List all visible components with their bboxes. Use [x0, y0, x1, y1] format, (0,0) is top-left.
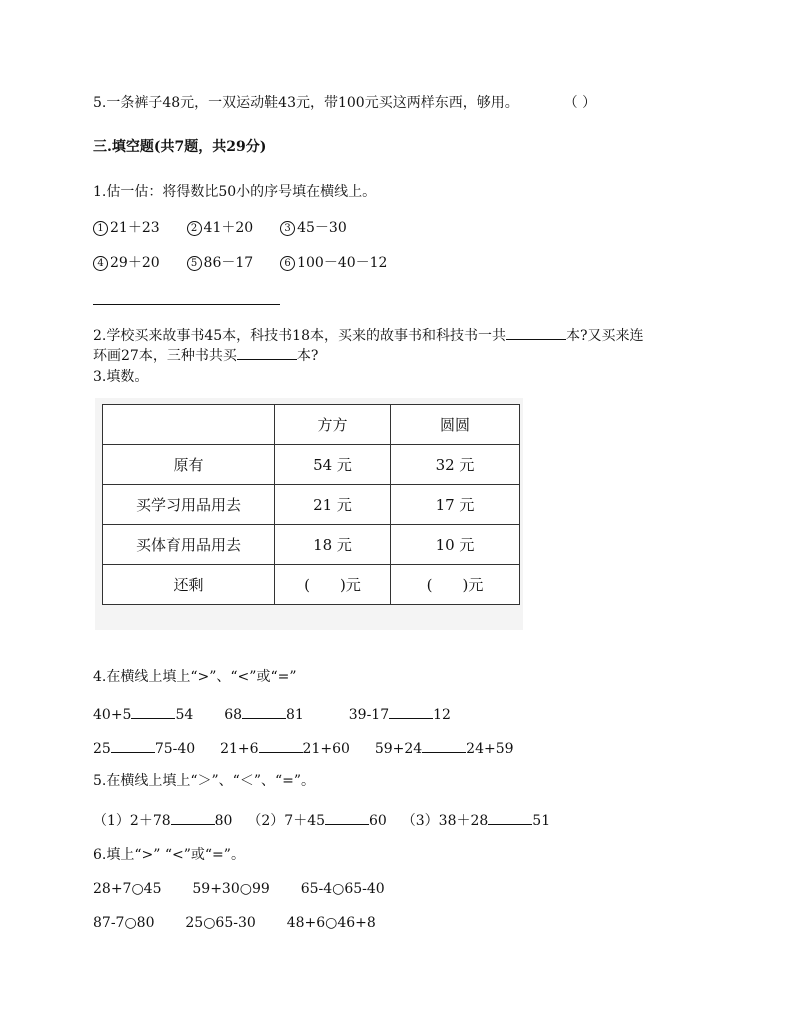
question-1-prompt: 1.估一估：将得数比50小的序号填在横线上。 — [93, 184, 377, 200]
question-2-text-d: 本? — [296, 348, 319, 364]
question-5-top — [93, 94, 596, 112]
expression: （1）2＋78 — [93, 813, 171, 829]
item-number-1: 1 — [93, 221, 108, 236]
comparison-item[interactable]: 25○65-30 — [185, 915, 256, 931]
expression: （3）38＋28 — [401, 813, 489, 829]
expression: 25 — [93, 741, 111, 757]
answer-blank[interactable] — [422, 738, 466, 753]
question-6-prompt: 6.填上“>” “<”或“=”。 — [93, 847, 245, 863]
question-2-text-a: 2.学校买来故事书45本，科技书18本，买来的故事书和科技书一共 — [93, 328, 506, 344]
answer-blank[interactable] — [259, 738, 303, 753]
question-1-row-1 — [93, 219, 347, 237]
question-6-row-2 — [93, 914, 376, 932]
answer-blank[interactable] — [242, 704, 286, 719]
answer-cell[interactable]: ( )元 — [275, 565, 391, 605]
row-label: 买体育用品用去 — [103, 525, 275, 565]
question-2-text-c: 环画27本，三种书共买 — [93, 348, 237, 364]
question-4-prompt: 4.在横线上填上“>”、“<”或“=” — [93, 669, 297, 685]
comparison-item[interactable]: 59+30○99 — [192, 881, 270, 897]
answer-blank[interactable] — [325, 810, 369, 825]
answer-blank[interactable] — [171, 810, 215, 825]
question-5-row — [93, 810, 550, 830]
expression: 21+6 — [220, 741, 259, 757]
question-6-row-1 — [93, 880, 385, 898]
question-1-row-2 — [93, 254, 387, 272]
expression: 60 — [369, 813, 387, 829]
question-2-line-1 — [93, 325, 644, 345]
expression: 86－17 — [203, 255, 254, 271]
answer-blank[interactable] — [488, 810, 532, 825]
expression: 75-40 — [154, 741, 196, 757]
expression: 100－40－12 — [297, 255, 388, 271]
comparison-item[interactable]: 87-7○80 — [93, 915, 155, 931]
table-row — [103, 565, 520, 605]
comparison-item[interactable]: 48+6○46+8 — [286, 915, 376, 931]
table-cell: 10 元 — [391, 525, 520, 565]
item-number-3: 3 — [280, 221, 295, 236]
comparison-item[interactable]: 28+7○45 — [93, 881, 162, 897]
table-cell: 54 元 — [275, 445, 391, 485]
question-5-prompt: 5.在横线上填上“＞”、“＜”、“=”。 — [93, 773, 316, 789]
answer-blank[interactable] — [111, 738, 155, 753]
table-cell: 21 元 — [275, 485, 391, 525]
item-number-2: 2 — [187, 221, 202, 236]
expression: 41＋20 — [203, 220, 254, 236]
answer-blank[interactable] — [389, 704, 433, 719]
expression: 21＋23 — [110, 220, 160, 236]
table-header-cell: 圆圆 — [391, 405, 520, 445]
table-row — [103, 525, 520, 565]
answer-line[interactable] — [93, 304, 280, 305]
answer-blank[interactable] — [237, 345, 297, 360]
expression: 24+59 — [466, 741, 514, 757]
expression: 68 — [224, 707, 243, 723]
comparison-item[interactable]: 65-4○65-40 — [300, 881, 385, 897]
item-number-4: 4 — [93, 256, 108, 271]
row-label: 还剩 — [103, 565, 275, 605]
question-2-line-2 — [93, 345, 318, 365]
expression: 29＋20 — [110, 255, 160, 271]
question-3-prompt: 3.填数。 — [93, 369, 149, 385]
row-label: 买学习用品用去 — [103, 485, 275, 525]
table-row — [103, 445, 520, 485]
row-label: 原有 — [103, 445, 275, 485]
question-4-row-2 — [93, 738, 514, 758]
answer-blank[interactable] — [506, 325, 566, 340]
expression: 81 — [286, 707, 304, 723]
item-number-5: 5 — [187, 256, 202, 271]
section-title: 三.填空题(共7题，共29分) — [93, 139, 267, 155]
expression: 21+60 — [302, 741, 350, 757]
expression: 59+24 — [374, 741, 423, 757]
answer-cell[interactable]: ( )元 — [391, 565, 520, 605]
fill-table — [102, 404, 520, 605]
expression: （2）7＋45 — [247, 813, 326, 829]
expression: 40+5 — [93, 707, 132, 723]
expression: 45－30 — [297, 220, 347, 236]
answer-parentheses: （ ） — [563, 95, 597, 111]
question-4-row-1 — [93, 704, 451, 724]
table-cell: 17 元 — [391, 485, 520, 525]
table-cell: 32 元 — [391, 445, 520, 485]
item-number-6: 6 — [280, 256, 295, 271]
expression: 54 — [175, 707, 194, 723]
question-2-text-b: 本?又买来连 — [566, 328, 644, 344]
expression: 80 — [214, 813, 233, 829]
expression: 39-17 — [348, 707, 390, 723]
expression: 51 — [532, 813, 551, 829]
table-row — [103, 485, 520, 525]
table-cell: 18 元 — [275, 525, 391, 565]
question-5-text: 5.一条裤子48元，一双运动鞋43元，带100元买这两样东西，够用。 — [93, 95, 519, 111]
table-header-cell: 方方 — [275, 405, 391, 445]
table-header-row — [103, 405, 520, 445]
table-header-cell — [103, 405, 275, 445]
table-image — [95, 398, 523, 630]
answer-blank[interactable] — [131, 704, 175, 719]
expression: 12 — [433, 707, 451, 723]
